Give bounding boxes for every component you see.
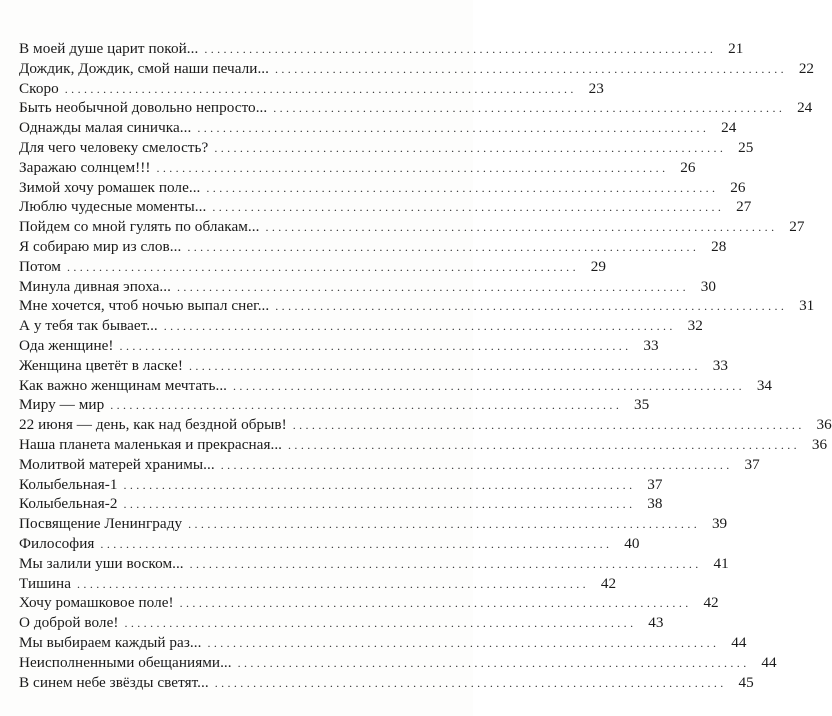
toc-entry	[19, 554, 729, 574]
toc-entry	[19, 178, 746, 198]
toc-entry-page: 24	[797, 99, 813, 117]
toc-entry-page: 36	[811, 435, 828, 453]
toc-dot-leader: ................................................................................	[123, 497, 636, 512]
toc-entry-page: 32	[687, 317, 703, 335]
toc-entry-title: Дождик, Дождик, смой наши печали...	[19, 59, 269, 77]
toc-entry-title: 22 июня — день, как над бездной обрыв!	[19, 416, 287, 434]
toc-entry	[19, 197, 752, 217]
table-of-contents	[19, 39, 832, 692]
toc-entry-title: Хочу ромашковое поле!	[19, 594, 174, 612]
toc-dot-leader: ................................................................................	[156, 160, 669, 175]
toc-entry-page: 22	[798, 59, 814, 77]
toc-entry-title: Мы выбираем каждый раз...	[19, 633, 202, 651]
toc-entry-title: О доброй воле!	[19, 614, 119, 632]
toc-entry-title: Люблю чудесные моменты...	[19, 198, 207, 216]
toc-entry-page: 26	[730, 178, 746, 196]
toc-entry-title: Тишина	[19, 574, 72, 592]
toc-dot-leader: ................................................................................	[187, 239, 700, 254]
toc-entry-title: Однажды малая синичка...	[19, 119, 192, 137]
toc-entry-title: Для чего человеку смелость?	[19, 138, 209, 156]
toc-entry-page: 45	[738, 673, 754, 691]
toc-entry-title: Миру — мир	[19, 396, 105, 414]
toc-entry	[19, 633, 747, 653]
toc-entry	[19, 574, 617, 594]
toc-entry-title: Скоро	[19, 79, 59, 97]
toc-dot-leader: ................................................................................	[233, 378, 746, 393]
toc-entry	[19, 534, 640, 554]
toc-dot-leader: ................................................................................	[188, 358, 701, 373]
toc-entry-page: 33	[643, 336, 659, 354]
toc-dot-leader: ................................................................................	[197, 121, 710, 136]
toc-entry-title: Мы залили уши воском...	[19, 554, 184, 572]
toc-dot-leader: ................................................................................	[179, 596, 692, 611]
toc-dot-leader: ................................................................................	[100, 536, 613, 551]
toc-entry-title: Минула дивная эпоха...	[19, 277, 171, 295]
toc-entry	[19, 217, 805, 237]
toc-entry	[19, 59, 814, 79]
toc-entry-title: Философия	[19, 534, 95, 552]
toc-dot-leader: ................................................................................	[292, 418, 805, 433]
toc-entry-page: 27	[736, 198, 752, 216]
toc-entry-page: 24	[721, 119, 737, 137]
toc-entry	[19, 593, 719, 613]
toc-entry-page: 25	[738, 138, 754, 156]
toc-entry-title: Неисполненными обещаниями...	[19, 653, 232, 671]
toc-entry-page: 30	[700, 277, 716, 295]
toc-entry	[19, 475, 663, 495]
toc-dot-leader: ................................................................................	[214, 675, 727, 690]
toc-entry-title: Я собираю мир из слов...	[19, 237, 182, 255]
toc-entry-title: Женщина цветёт в ласке!	[19, 356, 183, 374]
toc-dot-leader: ................................................................................	[212, 200, 725, 215]
toc-dot-leader: ................................................................................	[220, 457, 733, 472]
toc-dot-leader: ................................................................................	[66, 259, 579, 274]
toc-entry	[19, 673, 754, 693]
toc-entry-title: Потом	[19, 257, 61, 275]
toc-entry-title: Заражаю солнцем!!!	[19, 158, 151, 176]
toc-entry	[19, 98, 813, 118]
toc-entry-page: 34	[756, 376, 773, 394]
toc-entry	[19, 296, 815, 316]
toc-entry-title: Посвящение Ленинграду	[19, 515, 183, 533]
toc-entry	[19, 356, 728, 376]
toc-entry-title: В синем небе звёзды светят...	[19, 673, 209, 691]
toc-dot-leader: ................................................................................	[176, 279, 689, 294]
toc-entry	[19, 257, 606, 277]
toc-entry-page: 41	[713, 554, 729, 572]
toc-dot-leader: ................................................................................	[204, 42, 717, 56]
toc-entry	[19, 158, 696, 178]
toc-dot-leader: ................................................................................	[110, 398, 623, 413]
toc-dot-leader: ................................................................................	[77, 576, 590, 591]
toc-entry-title: В моей душе царит покой...	[19, 40, 199, 57]
toc-entry-title: Мне хочется, чтоб ночью выпал снег...	[19, 297, 270, 315]
toc-entry-page: 42	[600, 574, 617, 592]
toc-entry-title: Колыбельная-2	[19, 495, 118, 513]
toc-entry-page: 37	[744, 455, 760, 473]
toc-dot-leader: ................................................................................	[123, 477, 636, 492]
toc-entry	[19, 118, 737, 138]
toc-entry	[19, 514, 728, 534]
toc-entry	[19, 316, 703, 336]
toc-entry-title: Молитвой матерей хранимы...	[19, 455, 215, 473]
toc-entry	[19, 494, 663, 514]
toc-entry	[19, 653, 777, 673]
toc-dot-leader: ................................................................................	[163, 319, 676, 334]
toc-entry-page: 44	[761, 653, 777, 671]
toc-entry-title: А у тебя так бывает...	[19, 317, 158, 335]
toc-entry-page: 43	[648, 614, 664, 632]
toc-entry	[19, 277, 716, 297]
toc-entry-title: Колыбельная-1	[19, 475, 118, 493]
toc-entry-page: 37	[647, 475, 663, 493]
toc-dot-leader: ................................................................................	[206, 180, 719, 195]
toc-entry	[19, 376, 773, 396]
toc-dot-leader: ................................................................................	[273, 101, 786, 116]
toc-dot-leader: ................................................................................	[188, 517, 701, 532]
toc-entry-title: Быть необычной довольно непросто...	[19, 99, 268, 117]
toc-entry-page: 28	[711, 237, 727, 255]
toc-entry	[19, 138, 754, 158]
toc-entry	[19, 415, 832, 435]
toc-dot-leader: ................................................................................	[214, 140, 727, 155]
toc-dot-leader: ................................................................................	[288, 437, 801, 452]
toc-dot-leader: ................................................................................	[265, 220, 778, 235]
toc-entry-page: 36	[816, 416, 832, 434]
toc-entry-page: 21	[728, 40, 744, 57]
toc-entry	[19, 79, 604, 99]
toc-entry	[19, 395, 650, 415]
toc-entry	[19, 455, 760, 475]
toc-dot-leader: ................................................................................	[275, 299, 788, 314]
toc-entry-page: 42	[703, 594, 719, 612]
toc-entry-title: Пойдем со мной гулять по облакам...	[19, 218, 260, 236]
toc-entry	[19, 39, 744, 59]
toc-dot-leader: ................................................................................	[64, 81, 577, 96]
toc-entry-page: 31	[799, 297, 815, 315]
toc-entry-title: Ода женщине!	[19, 336, 114, 354]
toc-entry-page: 23	[588, 79, 604, 97]
toc-entry-page: 27	[789, 218, 805, 236]
toc-entry-page: 40	[624, 534, 640, 552]
toc-entry-page: 33	[712, 356, 728, 374]
toc-entry-page: 44	[731, 633, 747, 651]
toc-dot-leader: ................................................................................	[237, 655, 750, 670]
toc-dot-leader: ................................................................................	[275, 61, 787, 76]
toc-entry-title: Наша планета маленькая и прекрасная...	[19, 435, 283, 453]
toc-entry	[19, 613, 664, 633]
toc-dot-leader: ................................................................................	[207, 635, 720, 650]
toc-entry-page: 29	[590, 257, 606, 275]
toc-entry-title: Зимой хочу ромашек поле...	[19, 178, 201, 196]
toc-entry	[19, 435, 828, 455]
toc-entry-page: 35	[634, 396, 650, 414]
toc-entry	[19, 237, 727, 257]
toc-dot-leader: ................................................................................	[189, 556, 702, 571]
toc-dot-leader: ................................................................................	[119, 338, 632, 353]
toc-entry-page: 39	[711, 515, 728, 533]
toc-dot-leader: ................................................................................	[124, 616, 637, 631]
toc-entry-page: 26	[680, 158, 696, 176]
toc-entry	[19, 336, 659, 356]
toc-entry-page: 38	[647, 495, 663, 513]
toc-entry-title: Как важно женщинам мечтать...	[19, 376, 228, 394]
